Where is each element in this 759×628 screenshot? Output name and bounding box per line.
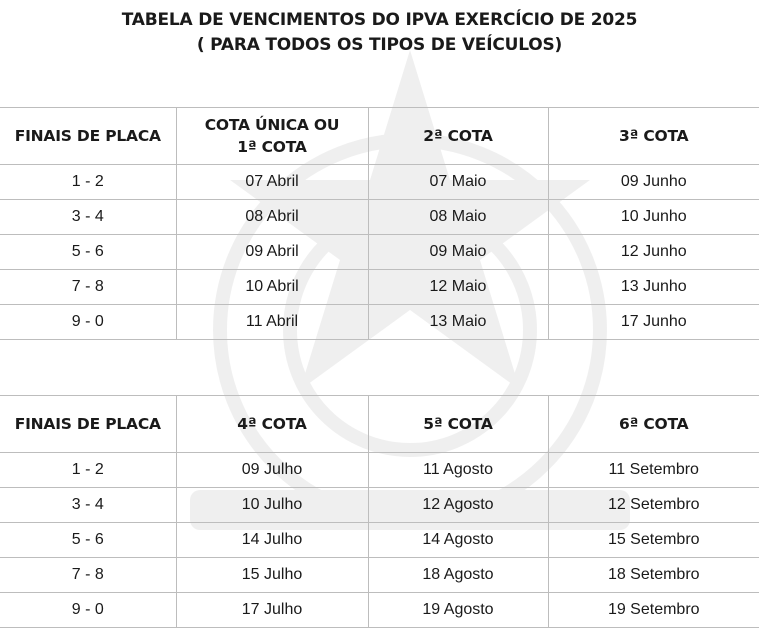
due-date-cell: 19 Setembro (548, 593, 759, 628)
table-row (0, 453, 759, 488)
table-row (0, 558, 759, 593)
due-date-cell: 09 Junho (548, 165, 759, 200)
due-date-cell: 10 Julho (176, 488, 368, 523)
due-date-cell: 15 Julho (176, 558, 368, 593)
due-date-cell: 12 Setembro (548, 488, 759, 523)
header-plate-endings: FINAIS DE PLACA (0, 108, 176, 165)
title-line-2: ( PARA TODOS OS TIPOS DE VEÍCULOS) (196, 35, 563, 55)
due-date-cell: 07 Maio (368, 165, 548, 200)
due-date-cell: 09 Julho (176, 453, 368, 488)
document-title (0, 8, 759, 58)
due-date-cell: 10 Junho (548, 200, 759, 235)
due-date-cell: 08 Abril (176, 200, 368, 235)
header-single-or-first-quota (176, 108, 368, 165)
header-single-quota-line: COTA ÚNICA OU (204, 116, 340, 134)
due-date-cell: 18 Setembro (548, 558, 759, 593)
table-header-row (0, 396, 759, 453)
due-date-cell: 11 Setembro (548, 453, 759, 488)
plate-endings-cell: 3 - 4 (0, 488, 176, 523)
ipva-table-later-quotas (0, 395, 759, 628)
due-date-cell: 14 Agosto (368, 523, 548, 558)
header-plate-endings: FINAIS DE PLACA (0, 396, 176, 453)
due-date-cell: 13 Maio (368, 305, 548, 340)
due-date-cell: 11 Abril (176, 305, 368, 340)
header-fifth-quota: 5ª COTA (368, 396, 548, 453)
header-second-quota: 2ª COTA (368, 108, 548, 165)
due-date-cell: 12 Agosto (368, 488, 548, 523)
plate-endings-cell: 9 - 0 (0, 593, 176, 628)
plate-endings-cell: 7 - 8 (0, 558, 176, 593)
table-header-row (0, 108, 759, 165)
plate-endings-cell: 1 - 2 (0, 453, 176, 488)
header-fourth-quota: 4ª COTA (176, 396, 368, 453)
table-row (0, 165, 759, 200)
due-date-cell: 10 Abril (176, 270, 368, 305)
table-row (0, 200, 759, 235)
due-date-cell: 12 Maio (368, 270, 548, 305)
table-row (0, 235, 759, 270)
table-row (0, 305, 759, 340)
due-date-cell: 11 Agosto (368, 453, 548, 488)
due-date-cell: 15 Setembro (548, 523, 759, 558)
due-date-cell: 08 Maio (368, 200, 548, 235)
due-date-cell: 09 Abril (176, 235, 368, 270)
due-date-cell: 07 Abril (176, 165, 368, 200)
plate-endings-cell: 3 - 4 (0, 200, 176, 235)
plate-endings-cell: 7 - 8 (0, 270, 176, 305)
table-row (0, 593, 759, 628)
plate-endings-cell: 5 - 6 (0, 523, 176, 558)
due-date-cell: 13 Junho (548, 270, 759, 305)
due-date-cell: 17 Junho (548, 305, 759, 340)
header-third-quota: 3ª COTA (548, 108, 759, 165)
due-date-cell: 14 Julho (176, 523, 368, 558)
ipva-table-first-quotas (0, 107, 759, 340)
plate-endings-cell: 9 - 0 (0, 305, 176, 340)
table-row (0, 523, 759, 558)
plate-endings-cell: 5 - 6 (0, 235, 176, 270)
due-date-cell: 18 Agosto (368, 558, 548, 593)
table-row (0, 270, 759, 305)
header-first-quota-line: 1ª COTA (237, 138, 307, 156)
plate-endings-cell: 1 - 2 (0, 165, 176, 200)
due-date-cell: 12 Junho (548, 235, 759, 270)
table-row (0, 488, 759, 523)
due-date-cell: 17 Julho (176, 593, 368, 628)
header-sixth-quota: 6ª COTA (548, 396, 759, 453)
due-date-cell: 19 Agosto (368, 593, 548, 628)
title-line-1: TABELA DE VENCIMENTOS DO IPVA EXERCÍCIO DE 2025 (121, 10, 638, 30)
due-date-cell: 09 Maio (368, 235, 548, 270)
